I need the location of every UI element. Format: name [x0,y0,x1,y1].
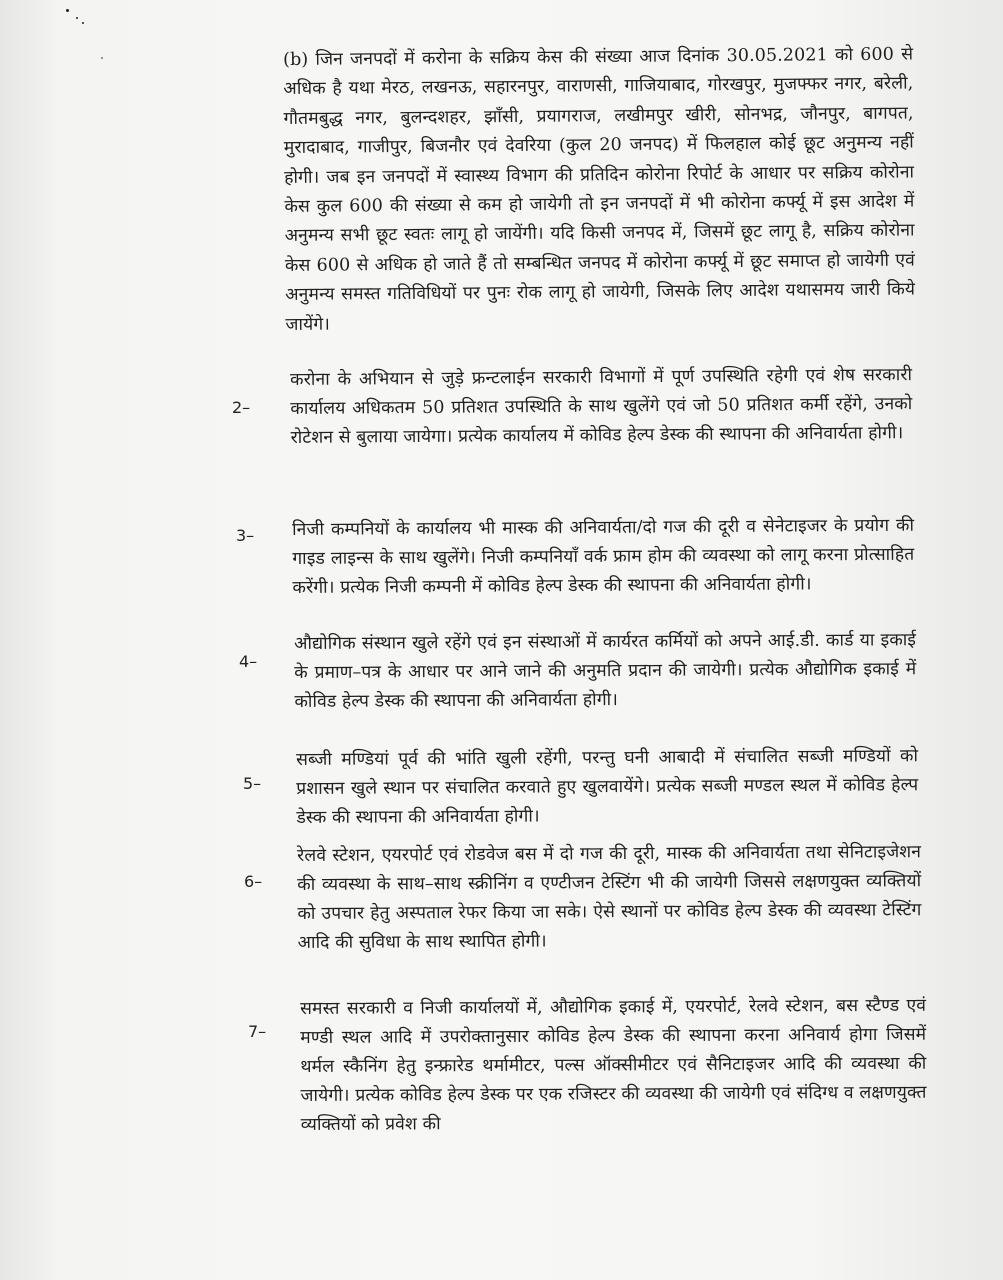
paragraph-3: निजी कम्पनियों के कार्यालय भी मास्क की अनिवार्यता/दो गज की दूरी व सेनेटाइजर के प्रयोग की गाइड लाइन्स के साथ खुलेंगे। निजी कम्पनियाँ वर्क फ्राम होम की व्यवस्था को लागू करना प्रोत्साहित करेंगी। प्रत्येक निजी कम्पनी में कोविड हेल्प डेस्क की स्थापना की अनिवार्यता होगी। [292,515,915,598]
paragraph-number-2: 2– [232,398,251,417]
paragraph-number-7: 7– [248,1022,267,1041]
paragraph-4: औद्योगिक संस्थान खुले रहेंगे एवं इन संस्थाओं में कार्यरत कर्मियों को अपने आई.डी. कार्ड या इकाई के प्रमाण–पत्र के आधार पर आने जाने की अनुमति प्रदान की जायेगी। प्रत्येक औद्योगिक इकाई में कोविड हेल्प डेस्क की स्थापना की अनिवार्यता होगी। [294,630,917,712]
paragraph-number-3: 3– [236,526,255,545]
paragraph-6: रेलवे स्टेशन, एयरपोर्ट एवं रोडवेज बस में दो गज की दूरी, मास्क की अनिवार्यता तथा सेनिटाइजेशन की व्यवस्था के साथ–साथ स्क्रीनिंग व एण्टीजन टेस्टिंग भी की जायेगी जिससे लक्षणयुक्त व्यक्तियों को उपचार हेतु अस्पताल रेफर किया जा सके। ऐसे स्थानों पर कोविड हेल्प डेस्क की व्यवस्था टेस्टिंग आदि की सुविधा के साथ स्थापित होगी। [297,842,922,953]
ink-speck [82,22,84,24]
paragraph-5: सब्जी मण्डियां पूर्व की भांति खुली रहेंगी, परन्तु घनी आबादी में संचालित सब्जी मण्डियों को प्रशासन खुले स्थान पर संचालित करवाते हुए खुलवायेंगे। प्रत्येक सब्जी मण्डल स्थल में कोविड हेल्प डेस्क की स्थापना की अनिवार्यता होगी। [296,746,919,828]
paragraph-number-4: 4– [239,652,258,671]
ink-speck [101,57,103,59]
paragraph-7: समस्त सरकारी व निजी कार्यालयों में, औद्योगिक इकाई में, एयरपोर्ट, रेलवे स्टेशन, बस स्टैण्ड एवं मण्डी स्थल आदि में उपरोक्तानुसार कोविड हेल्प डेस्क की स्थापना करना अनिवार्य होगा जिसमें थर्मल स्कैनिंग हेतु इन्फ्रारेड थर्मामीटर, पल्स ऑक्सीमीटर एवं सैनिटाइजर आदि की व्यवस्था की जायेगी। प्रत्येक कोविड हेल्प डेस्क पर एक रजिस्टर की व्यवस्था की जायेगी एवं संदिग्ध व लक्षणयुक्त व्यक्तियों को प्रवेश की [300,995,927,1135]
paragraph-number-5: 5– [243,774,262,793]
ink-speck [66,9,69,12]
ink-speck [76,17,78,19]
paragraph-number-6: 6– [244,872,263,891]
paragraph-2: करोना के अभियान से जुड़े फ्रन्टलाईन सरकारी विभागों में पूर्ण उपस्थिति रहेगी एवं शेष सरकारी कार्यालय अधिकतम 50 प्रतिशत उपस्थिति के साथ खुलेंगे एवं जो 50 प्रतिशत कर्मी रहेंगे, उनको रोटेशन से बुलाया जायेगा। प्रत्येक कार्यालय में कोविड हेल्प डेस्क की स्थापना की अनिवार्यता होगी। [290,365,913,448]
paragraph-b: (b) जिन जनपदों में करोना के सक्रिय केस की संख्या आज दिनांक 30.05.2021 को 600 से अधिक है यथा मेरठ, लखनऊ, सहारनपुर, वाराणसी, गाजियाबाद, गोरखपुर, मुजफ्फर नगर, बरेली, गौतमबुद्ध नगर, बुलन्दशहर, झाँसी, प्रयागराज, लखीमपुर खीरी, सोनभद्र, जौनपुर, बागपत, मुरादाबाद, गाजीपुर, बिजनौर एवं देवरिया (कुल 20 जनपद) में फिलहाल कोई छूट अनुमन्य नहीं होगी। जब इन जनपदों में स्वास्थ्य विभाग की प्रतिदिन कोरोना रिपोर्ट के आधार पर सक्रिय कोरोना केस कुल 600 की संख्या से कम हो जायेगी तो इन जनपदों में भी कोरोना कर्फ्यू में इस आदेश में अनुमन्य सभी छूट स्वतः लागू हो जायेंगी। यदि किसी जनपद में, जिसमें छूट लागू है, सक्रिय कोरोना केस 600 से अधिक हो जाते हैं तो सम्बन्धित जनपद में कोरोना कर्फ्यू में छूट समाप्त हो जायेगी एवं अनुमन्य समस्त गतिविधियों पर पुनः रोक लागू हो जायेगी, जिसके लिए आदेश यथासमय जारी किये जायेंगे। [283,44,916,335]
